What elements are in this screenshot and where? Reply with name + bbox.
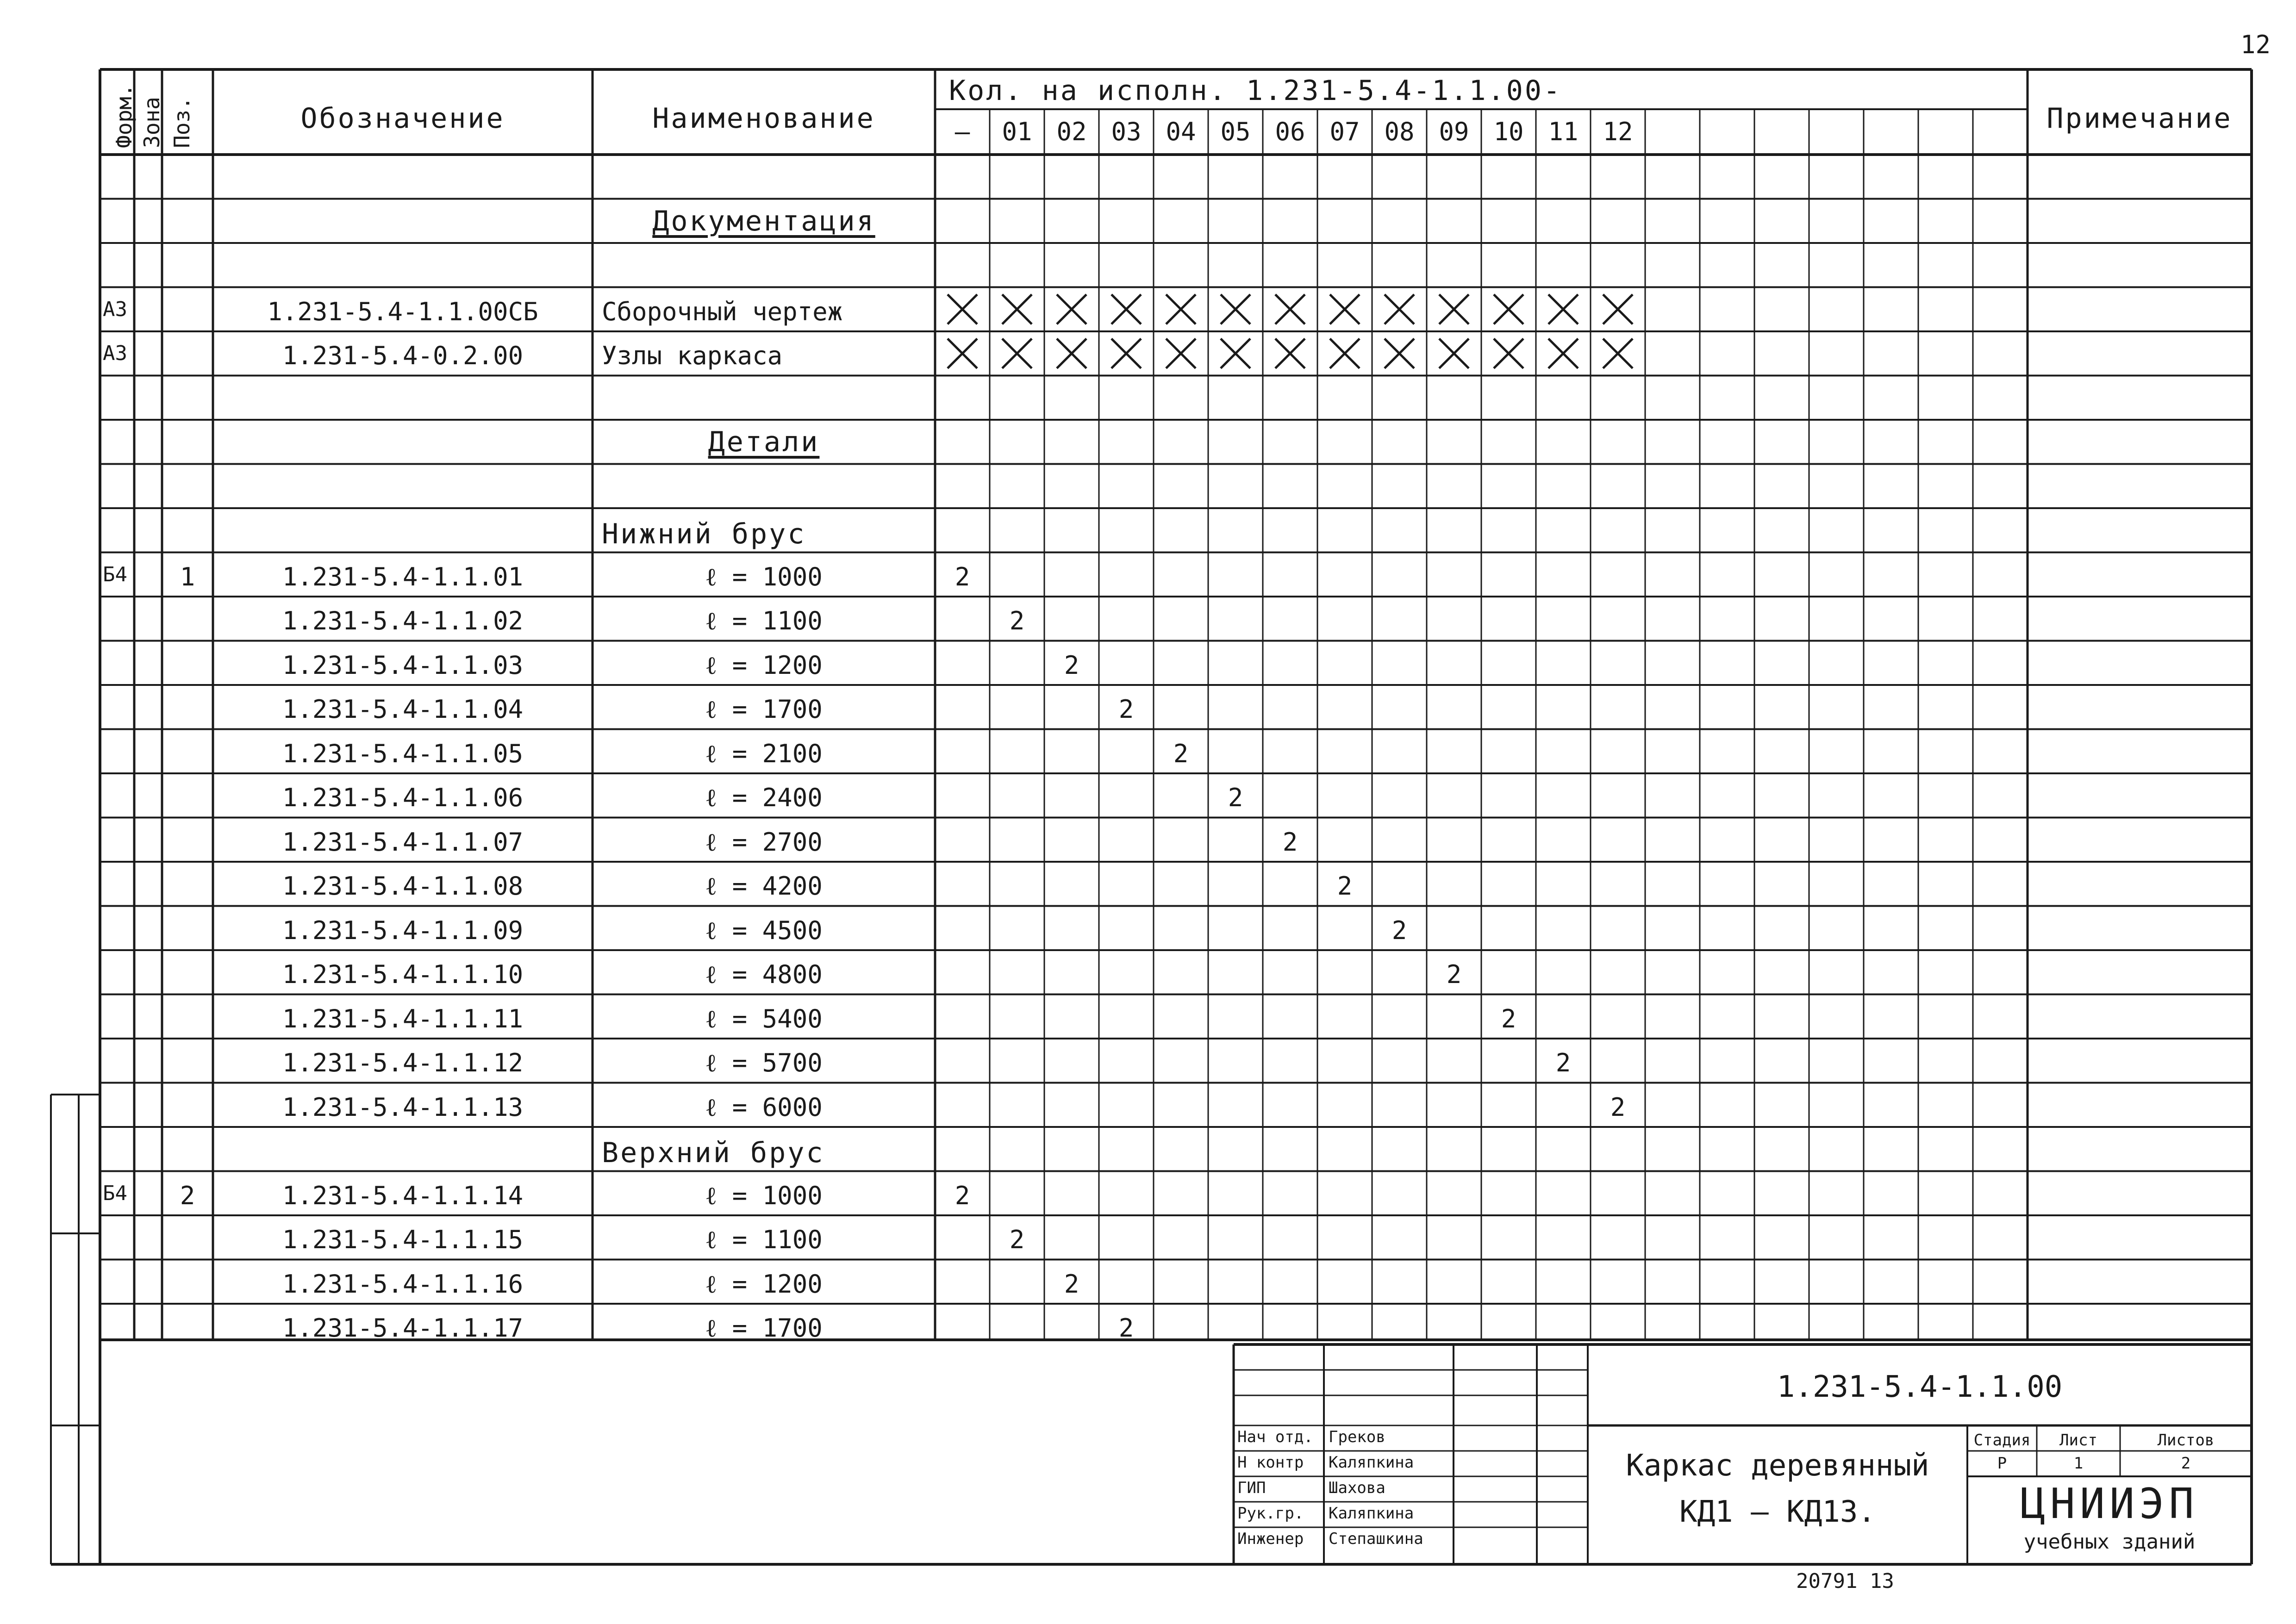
title-line2: КД1 – КД13.	[1679, 1495, 1876, 1529]
detail-form: Б4	[103, 1181, 127, 1205]
detail-designation: 1.231-5.4-1.1.14	[282, 1181, 524, 1210]
detail-qty: 2	[1118, 695, 1134, 724]
detail-qty: 2	[1064, 1269, 1079, 1299]
signer-role: Н контр	[1237, 1453, 1304, 1472]
doc-form: А3	[103, 342, 127, 365]
detail-designation: 1.231-5.4-1.1.01	[282, 562, 524, 591]
variant-label: 11	[1548, 117, 1578, 146]
detail-length: ℓ = 4800	[705, 960, 823, 989]
x-mark	[948, 294, 977, 324]
section-lower-beam: Нижний брус	[602, 518, 806, 550]
header-pos: Поз.	[169, 97, 194, 148]
detail-qty: 2	[1009, 606, 1025, 635]
org-name: ЦНИИЭП	[2020, 1480, 2199, 1528]
x-mark	[1439, 339, 1469, 368]
detail-length: ℓ = 6000	[705, 1092, 823, 1122]
detail-designation: 1.231-5.4-1.1.12	[282, 1048, 524, 1077]
signer-role: Инженер	[1237, 1530, 1304, 1548]
header-zone: Зона	[139, 97, 164, 148]
header-form: Форм.	[112, 84, 137, 148]
detail-length: ℓ = 1100	[705, 1225, 823, 1254]
org-sub: учебных зданий	[2023, 1530, 2196, 1554]
detail-form: Б4	[103, 562, 127, 586]
variant-label: 06	[1275, 117, 1305, 146]
detail-designation: 1.231-5.4-1.1.11	[282, 1004, 524, 1033]
x-mark	[1002, 339, 1032, 368]
stage-value: Р	[1997, 1454, 2007, 1473]
detail-designation: 1.231-5.4-1.1.09	[282, 915, 524, 945]
header-qty-title: Кол. на исполн. 1.231-5.4-1.1.00-	[949, 75, 1562, 107]
x-mark	[1057, 339, 1086, 368]
x-mark	[1002, 294, 1032, 324]
doc-number: 1.231-5.4-1.1.00	[1777, 1370, 2063, 1404]
detail-length: ℓ = 2100	[705, 739, 823, 768]
x-mark	[1385, 339, 1414, 368]
x-mark	[1548, 339, 1578, 368]
page-number: 12	[2240, 30, 2271, 59]
variant-label: 09	[1439, 117, 1469, 146]
variant-label: 04	[1166, 117, 1196, 146]
detail-qty: 2	[1282, 827, 1298, 857]
x-mark	[1548, 294, 1578, 324]
x-mark	[1111, 294, 1141, 324]
x-mark	[1275, 339, 1305, 368]
detail-length: ℓ = 1200	[705, 1269, 823, 1299]
detail-designation: 1.231-5.4-1.1.02	[282, 606, 524, 635]
variant-label: 10	[1493, 117, 1524, 146]
header-designation: Обозначение	[300, 102, 505, 135]
x-mark	[1330, 294, 1360, 324]
stage-label: Стадия	[1973, 1431, 2031, 1450]
x-mark	[1603, 294, 1633, 324]
detail-qty: 2	[1228, 783, 1243, 812]
variant-label: 02	[1056, 117, 1087, 146]
sheets-value: 2	[2181, 1454, 2191, 1473]
detail-designation: 1.231-5.4-1.1.16	[282, 1269, 524, 1299]
title-line1: Каркас деревянный	[1626, 1449, 1929, 1483]
footer-number: 20791 13	[1796, 1569, 1894, 1593]
detail-pos: 2	[180, 1181, 195, 1210]
detail-qty: 2	[1501, 1004, 1516, 1033]
detail-length: ℓ = 2400	[705, 783, 823, 812]
x-mark	[1221, 294, 1250, 324]
detail-qty: 2	[1446, 960, 1462, 989]
detail-length: ℓ = 2700	[705, 827, 823, 857]
signer-name: Шахова	[1329, 1479, 1385, 1497]
sheets-label: Листов	[2157, 1431, 2215, 1450]
x-mark	[1111, 339, 1141, 368]
doc-name: Узлы каркаса	[602, 341, 783, 370]
variant-label: 03	[1111, 117, 1142, 146]
detail-qty: 2	[1009, 1225, 1025, 1254]
variant-label: –	[955, 117, 970, 146]
x-mark	[1330, 339, 1360, 368]
detail-qty: 2	[1118, 1313, 1134, 1343]
x-mark	[1494, 339, 1523, 368]
detail-designation: 1.231-5.4-1.1.10	[282, 960, 524, 989]
x-mark	[1275, 294, 1305, 324]
x-mark	[1166, 339, 1196, 368]
x-mark	[948, 339, 977, 368]
detail-designation: 1.231-5.4-1.1.13	[282, 1092, 524, 1122]
detail-length: ℓ = 1000	[705, 1181, 823, 1210]
x-mark	[1221, 339, 1250, 368]
sheet-label: Лист	[2059, 1431, 2097, 1450]
detail-designation: 1.231-5.4-1.1.07	[282, 827, 524, 857]
detail-qty: 2	[1173, 739, 1189, 768]
detail-length: ℓ = 5400	[705, 1004, 823, 1033]
header-name: Наименование	[652, 102, 875, 135]
variant-label: 05	[1220, 117, 1251, 146]
detail-length: ℓ = 1200	[705, 650, 823, 680]
x-mark	[1385, 294, 1414, 324]
detail-qty: 2	[955, 562, 970, 591]
detail-length: ℓ = 5700	[705, 1048, 823, 1077]
x-mark	[1603, 339, 1633, 368]
sheet-value: 1	[2073, 1454, 2084, 1473]
x-mark	[1494, 294, 1523, 324]
doc-name: Сборочный чертеж	[602, 297, 843, 326]
x-mark	[1057, 294, 1086, 324]
variant-label: 01	[1002, 117, 1032, 146]
doc-designation: 1.231-5.4-1.1.00СБ	[267, 297, 538, 326]
detail-designation: 1.231-5.4-1.1.05	[282, 739, 524, 768]
signer-role: Нач отд.	[1237, 1428, 1313, 1446]
signer-name: Каляпкина	[1329, 1504, 1414, 1523]
x-mark	[1439, 294, 1469, 324]
detail-qty: 2	[1391, 915, 1407, 945]
detail-designation: 1.231-5.4-1.1.04	[282, 695, 524, 724]
signer-role: ГИП	[1237, 1479, 1266, 1497]
section-upper-beam: Верхний брус	[602, 1137, 825, 1169]
signer-role: Рук.гр.	[1237, 1504, 1304, 1523]
detail-designation: 1.231-5.4-1.1.08	[282, 871, 524, 901]
detail-length: ℓ = 4200	[705, 871, 823, 901]
detail-length: ℓ = 4500	[705, 915, 823, 945]
detail-qty: 2	[1064, 650, 1079, 680]
detail-designation: 1.231-5.4-1.1.15	[282, 1225, 524, 1254]
detail-qty: 2	[1555, 1048, 1571, 1077]
detail-qty: 2	[1610, 1092, 1626, 1122]
doc-designation: 1.231-5.4-0.2.00	[282, 341, 524, 370]
detail-length: ℓ = 1100	[705, 606, 823, 635]
detail-qty: 2	[955, 1181, 970, 1210]
variant-label: 08	[1384, 117, 1415, 146]
signer-name: Каляпкина	[1329, 1453, 1414, 1472]
section-documentation: Документация	[652, 205, 875, 237]
signer-name: Степашкина	[1329, 1530, 1423, 1548]
detail-pos: 1	[180, 562, 195, 591]
detail-qty: 2	[1337, 871, 1353, 901]
detail-designation: 1.231-5.4-1.1.03	[282, 650, 524, 680]
section-details: Детали	[708, 426, 820, 458]
variant-label: 12	[1603, 117, 1633, 146]
doc-form: А3	[103, 297, 127, 321]
variant-label: 07	[1329, 117, 1360, 146]
detail-length: ℓ = 1700	[705, 695, 823, 724]
detail-length: ℓ = 1000	[705, 562, 823, 591]
detail-length: ℓ = 1700	[705, 1313, 823, 1343]
detail-designation: 1.231-5.4-1.1.06	[282, 783, 524, 812]
signer-name: Греков	[1329, 1428, 1385, 1446]
x-mark	[1166, 294, 1196, 324]
detail-designation: 1.231-5.4-1.1.17	[282, 1313, 524, 1343]
header-note: Примечание	[2046, 102, 2233, 135]
